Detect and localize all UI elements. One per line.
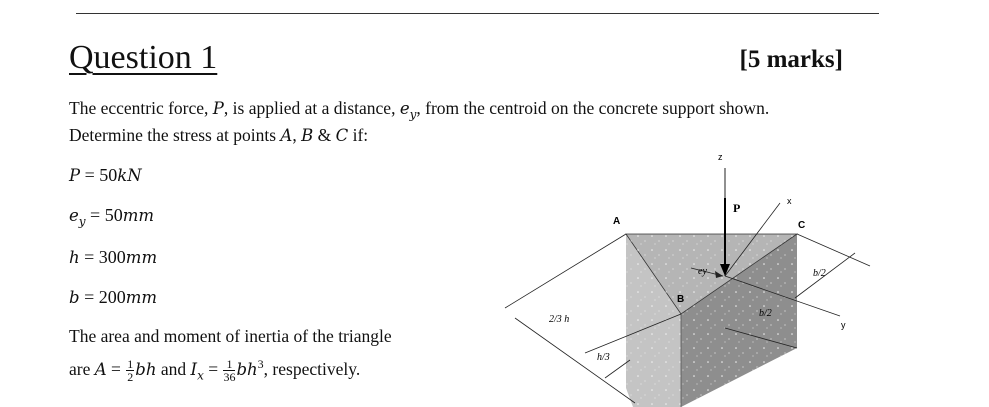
label-A: A xyxy=(613,216,621,227)
fraction-half: $\frac{1}{2}$ xyxy=(127,357,134,385)
top-rule xyxy=(76,13,879,14)
label-x: x xyxy=(787,196,792,206)
statement-line-1: The eccentric force, P, is applied at a distance, $e_y$, from the centroid on the concrete support shown. xyxy=(69,98,770,122)
given-h: h = 300mm xyxy=(69,247,158,267)
label-two-thirds-h: 2/3 h xyxy=(549,314,570,325)
label-C: C xyxy=(798,220,806,231)
given-ey: $e_y = 50mm$ xyxy=(69,205,154,229)
label-B: B xyxy=(677,294,685,305)
label-P: P xyxy=(733,201,741,215)
label-b-half-1: b/2 xyxy=(813,268,826,279)
label-z: z xyxy=(718,152,723,162)
label-ey: ey xyxy=(698,266,707,277)
label-b-half-2: b/2 xyxy=(759,308,772,319)
area-text-line-1: The area and moment of inertia of the triangle xyxy=(69,326,392,346)
fraction-1-36: $\frac{1}{36}$ xyxy=(223,357,236,385)
concrete-support-figure xyxy=(495,148,885,407)
statement-line-2: Determine the stress at points A, B & C if: xyxy=(69,125,369,145)
area-text-line-2: are A = $\frac{1}{2}$ bh and $I_x$ = $\frac{1}{36}$ $bh^3$, respectively. xyxy=(69,357,361,385)
marks-label: [5 marks] xyxy=(739,46,843,73)
given-P: P = 50kN xyxy=(69,165,142,185)
label-h-third: h/3 xyxy=(597,352,610,363)
question-title: Question 1 xyxy=(69,39,218,76)
given-b: b = 200mm xyxy=(69,287,158,307)
label-y: y xyxy=(841,320,846,330)
